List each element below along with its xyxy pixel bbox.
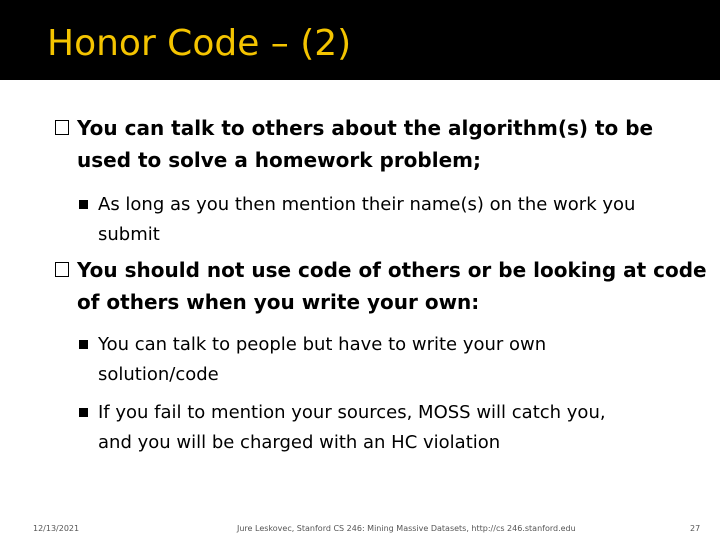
square-bullet-icon [79,200,88,209]
bullet-text: You should not use code of others or be looking at code of others when you write your own: [77,258,707,314]
bullet-text: You can talk to others about the algorithm(s) to be used to solve a homework problem; [77,116,654,172]
footer-credit: Jure Leskovec, Stanford CS 246: Mining Massive Datasets, http://cs 246.stanford.edu [237,524,576,533]
sub-bullet-item [98,190,638,250]
footer-date: 12/13/2021 [33,524,80,533]
sub-bullet-item [98,398,638,458]
box-bullet-icon [55,120,69,135]
sub-bullet-text: As long as you then mention their name(s) on the work you submit [98,194,636,245]
slide-title: Honor Code – (2) [47,23,352,64]
bullet-item [77,254,707,318]
sub-bullet-item [98,330,638,390]
bullet-item [77,112,687,176]
sub-bullet-text: If you fail to mention your sources, MOSS will catch you, and you will be charged with an HC violation [98,402,606,453]
square-bullet-icon [79,408,88,417]
square-bullet-icon [79,340,88,349]
footer-page-number: 27 [690,524,701,533]
sub-bullet-text: You can talk to people but have to write your own solution/code [98,334,547,385]
box-bullet-icon [55,262,69,277]
